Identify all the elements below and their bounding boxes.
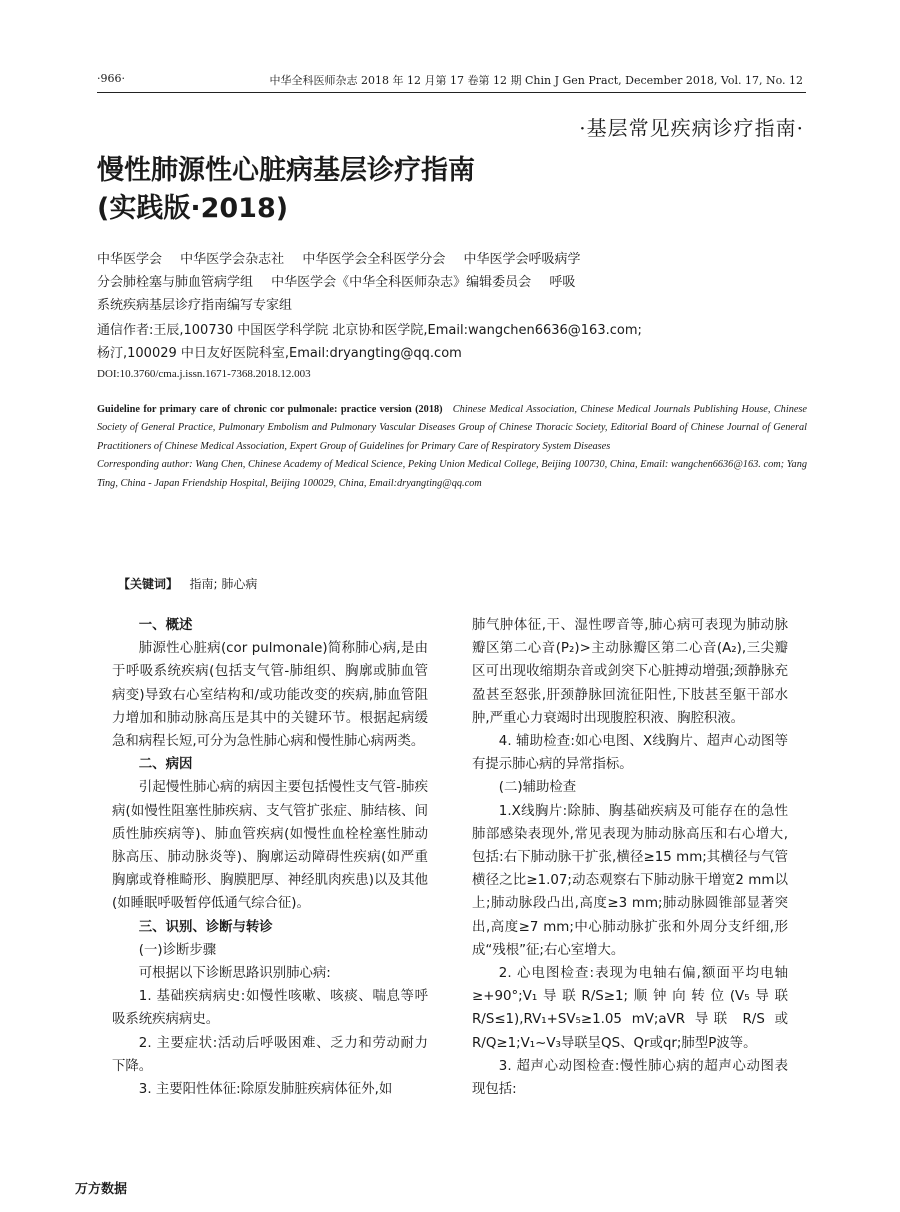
author-org: 中华医学会 [97,252,163,267]
paragraph: 可根据以下诊断思路识别肺心病: [138,966,331,982]
paragraph: 引起慢性肺心病的病因主要包括慢性支气管-肺疾病(如慢性阻塞性肺疾病、支气管扩张症、肺结核、间质性肺疾病等)、肺血管疾病(如慢性血栓栓塞性肺动脉高压、肺动脉炎等)、胸廓运动障碍性疾病(如严重胸廓或脊椎畸形、胸膜肥厚、神经肌肉疾患)以及其他(如睡眠呼吸暂停低通气综合征)。 [112,780,428,912]
paragraph: 1. 基础疾病病史:如慢性咳嗽、咳痰、喘息等呼吸系统疾病病史。 [112,989,428,1028]
article-title [97,152,475,228]
english-affiliations: Chinese Medical Association, Chinese Medical Journals Publishing House, Chinese Society of General Practice, Pulmonary Embolism and Pulmonary Vascular Diseases Group of Chinese Thoracic Society, Editorial Board of Chinese Journal of General Practitioners of Chinese Medical Association, Expert Group of Guidelines for Primary Care of Respiratory System Diseases [97,404,807,452]
keywords-label: 【关键词】 [118,577,179,591]
author-org: 分会肺栓塞与肺血管病学组 [97,275,254,290]
correspondence-line-2: 杨汀,100029 中日友好医院科室,Email:dryangting@qq.com [97,346,462,361]
paragraph: 1.X线胸片:除肺、胸基础疾病及可能存在的急性肺部感染表现外,常见表现为肺动脉高压和右心增大,包括:右下肺动脉干扩张,横径≥15 mm;其横径与气管横径之比≥1.07;动态观察右下肺动脉干增宽2 mm以上;肺动脉段凸出,高度≥3 mm;肺动脉圆锥部显著突出,高度≥7 mm;中心肺动脉扩张和外周分支纤细,形成“残根”征;右心室增大。 [472,803,788,958]
author-line-3: 系统疾病基层诊疗指南编写专家组 [97,298,293,313]
english-abstract-header [97,401,807,493]
paragraph-continued: 肺气肿体征,干、湿性啰音等,肺心病可表现为肺动脉瓣区第二心音(P₂)>主动脉瓣区第二心音(A₂),三尖瓣区可出现收缩期杂音或剑突下心脏搏动增强;颈静脉充盈甚至怒张,肝颈静脉回流征阳性,下肢甚至躯干部水肿,严重心力衰竭时出现腹腔积液、胸腔积液。 [472,618,788,726]
subsection-heading: (二)辅助检查 [498,780,577,796]
correspondence-line-1: 通信作者:王辰,100730 中国医学科学院 北京协和医学院,Email:wangchen6636@163.com; [97,323,642,338]
body-column-right [472,614,788,1101]
column-label: ·基层常见疾病诊疗指南· [579,116,804,140]
english-title: Guideline for primary care of chronic cor pulmonale: practice version (2018) [97,404,443,415]
author-org: 中华医学会杂志社 [180,252,285,267]
author-line-1 [97,248,807,271]
paragraph: 3. 超声心动图检查:慢性肺心病的超声心动图表现包括: [472,1058,788,1098]
paragraph: 4. 辅助检查:如心电图、X线胸片、超声心动图等有提示肺心病的异常指标。 [472,734,788,773]
author-line-2 [97,271,807,294]
page-number: ·966· [97,72,125,85]
english-title-affiliations [97,401,807,456]
wanfang-watermark: 万方数据 [75,1182,128,1197]
author-org: 中华医学会全科医学分会 [302,252,446,267]
paragraph: 2. 主要症状:活动后呼吸困难、乏力和劳动耐力下降。 [112,1035,428,1074]
section-heading: 二、病因 [138,757,193,773]
title-line-2: (实践版·2018) [97,193,289,224]
keywords-terms: 指南; 肺心病 [189,577,258,591]
section-heading: 三、识别、诊断与转诊 [138,919,273,935]
author-org: 中华医学会《中华全科医师杂志》编辑委员会 [271,275,532,290]
keywords [118,575,257,592]
author-org: 中华医学会呼吸病学 [463,252,581,267]
doi: DOI:10.3760/cma.j.issn.1671-7368.2018.12.003 [97,368,311,380]
subsection-heading: (一)诊断步骤 [138,942,217,958]
body-column-left [112,614,428,1101]
journal-running-header: 中华全科医师杂志 2018 年 12 月第 17 卷第 12 期 Chin J Gen Pract, December 2018, Vol. 17, No. 12 [269,74,803,87]
header-rule [97,92,806,93]
paragraph: 3. 主要阳性体征:除原发肺脏疾病体征外,如 [138,1082,393,1098]
author-list [97,248,807,317]
paragraph: 2. 心电图检查:表现为电轴右偏,额面平均电轴≥+90°;V₁导联R/S≥1;顺钟向转位(V₅导联R/S≤1),RV₁+SV₅≥1.05 mV;aVR 导联 R/S 或 R/Q≥1;V₁~V₃导联呈QS、Qr或qr;肺型P波等。 [472,966,788,1051]
paragraph: 肺源性心脏病(cor pulmonale)简称肺心病,是由于呼吸系统疾病(包括支气管-肺组织、胸廓或肺血管病变)导致右心室结构和/或功能改变的疾病,肺血管阻力增加和肺动脉高压是其中的关键环节。根据起病缓急和病程长短,可分为急性肺心病和慢性肺心病两类。 [112,641,428,750]
title-line-1: 慢性肺源性心脏病基层诊疗指南 [97,155,475,186]
english-corresponding: Corresponding author: Wang Chen, Chinese Academy of Medical Science, Peking Union Medical College, Beijing 100730, China, Email: wangchen6636@163. com; Yang Ting, China - Japan Friendship Hospital, Beijing 100029, China, Email:dryangting@qq.com [97,459,807,489]
author-org: 呼吸 [549,275,576,290]
section-heading: 一、概述 [138,618,193,633]
